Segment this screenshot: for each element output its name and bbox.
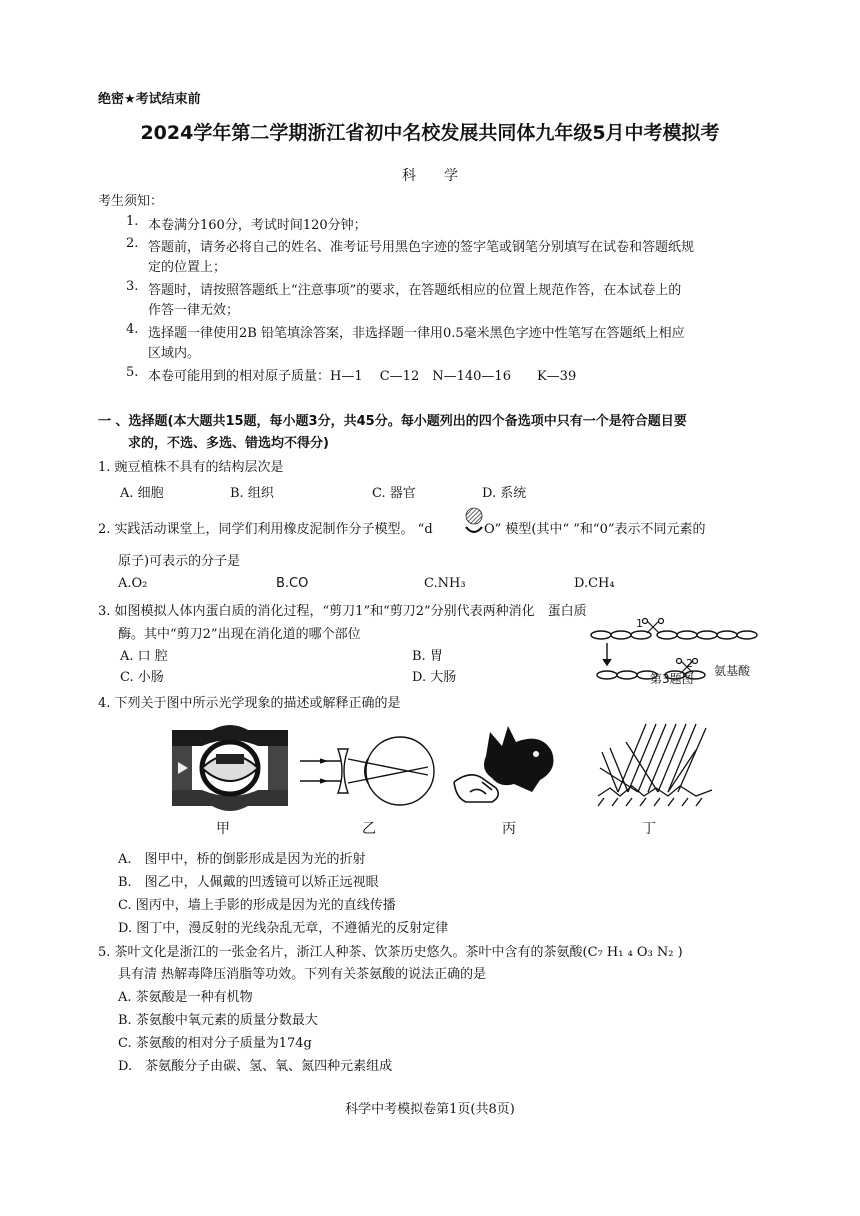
q4-option-b: B. 图乙中，人佩戴的凹透镜可以矫正远视眼 [118,875,379,890]
q1-option-b: B. 组织 [230,486,274,501]
notice-item-1: 本卷满分160分，考试时间120分钟； [148,218,367,233]
figure-label-ding: 丁 [642,821,656,837]
q3-scissors-1-label: 1 [636,617,643,630]
notice-item-4-line-2: 区域内。 [148,346,201,361]
figure-jia-bridge-reflection [172,722,288,814]
figure-label-jia: 甲 [216,821,230,837]
section-heading-line-2: 求的，不选、多选、错选均不得分) [128,436,329,451]
notice-heading: 考生须知： [98,194,164,209]
q2-option-a: A.O₂ [118,576,148,591]
q3-option-d: D. 大肠 [412,670,457,685]
q2-option-c: C.NH₃ [424,576,466,591]
q3-option-a: A. 口 腔 [120,649,168,664]
notice-item-3-line-1: 答题时，请按照答题纸上“注意事项”的要求，在答题纸相应的位置上规范作答，在本试卷上的 [148,283,682,298]
q4-stem: 4. 下列关于图中所示光学现象的描述或解释正确的是 [98,696,401,711]
q2-stem-part-1: 2. 实践活动课堂上，同学们利用橡皮泥制作分子模型。 “d [98,522,433,537]
q3-scissors-2-label: 2 [686,657,693,670]
notice-num-2: 2. [126,236,139,251]
q2-stem-part-3: 原子)可表示的分子是 [118,554,241,569]
notice-num-5: 5. [126,365,139,380]
q5-stem-part-1: 5. 茶叶文化是浙江的一张金名片，浙江人种茶、饮茶历史悠久。茶叶中含有的茶氨酸(C₇ H₁ ₄ O₃ N₂ ) [98,945,683,960]
secret-label: 绝密★考试结束前 [98,92,201,107]
page-footer: 科学中考模拟卷第1页(共8页) [345,1102,515,1117]
notice-num-1: 1. [126,214,139,229]
notice-item-3-line-2: 作答一律无效； [148,303,240,318]
q1-option-c: C. 器官 [372,486,416,501]
notice-item-4-line-1: 选择题一律使用2B 铅笔填涂答案，非选择题一律用0.5毫米黑色字迹中性笔写在答题纸上相应 [148,326,685,341]
notice-item-2-line-2: 定的位置上； [148,260,227,275]
q4-option-d: D. 图丁中，漫反射的光线杂乱无章，不遵循光的反射定律 [118,921,449,936]
figure-bing-hand-shadow [452,722,562,808]
q5-option-a: A. 茶氨酸是一种有机物 [118,990,253,1005]
notice-item-5: 本卷可能用到的相对原子质量：H—1 C—12 N—140—16 K—39 [148,369,577,384]
figure-ding-diffuse-reflection [596,722,716,808]
subject-title: 科 学 [402,168,458,184]
q5-option-b: B. 茶氨酸中氧元素的质量分数最大 [118,1013,318,1028]
figure-label-yi: 乙 [362,821,376,837]
q2-option-d: D.CH₄ [574,576,615,591]
q1-option-a: A. 细胞 [120,486,164,501]
q2-stem-part-2: O” 模型(其中“ ”和“0”表示不同元素的 [484,522,706,537]
exam-title: 2024学年第二学期浙江省初中名校发展共同体九年级5月中考模拟考 [140,122,720,144]
figure-yi-concave-lens-eye [300,733,436,809]
q3-figure-caption: 第3题图 [650,672,694,686]
section-heading-line-1: 一 、选择题(本大题共15题，每小题3分，共45分。每小题列出的四个备选项中只有一个是符合题目要 [98,414,687,429]
q5-stem-part-2: 具有清 热解毒降压消脂等功效。下列有关茶氨酸的说法正确的是 [118,967,487,982]
q3-amino-acid-label: 氨基酸 [714,664,751,678]
q4-option-c: C. 图丙中，墙上手影的形成是因为光的直线传播 [118,898,396,913]
notice-num-3: 3. [126,279,139,294]
molecule-model-icon [462,506,486,540]
notice-item-2-line-1: 答题前，请务必将自己的姓名、准考证号用黑色字迹的签字笔或钢笔分别填写在试卷和答题纸规 [148,240,695,255]
q3-stem-part-2: 酶。其中“剪刀2”出现在消化道的哪个部位 [118,627,361,642]
q5-option-d: D. 茶氨酸分子由碳、氢、氧、氮四种元素组成 [118,1059,393,1074]
q5-option-c: C. 茶氨酸的相对分子质量为174g [118,1036,312,1051]
q3-option-c: C. 小肠 [120,670,164,685]
q3-option-b: B. 胃 [412,649,443,664]
q1-stem: 1. 豌豆植株不具有的结构层次是 [98,460,284,475]
q4-option-a: A. 图甲中，桥的倒影形成是因为光的折射 [118,852,366,867]
figure-label-bing: 丙 [502,821,516,837]
q1-option-d: D. 系统 [482,486,527,501]
notice-num-4: 4. [126,322,139,337]
q2-option-b: B.CO [276,576,309,591]
q3-stem-part-1: 3. 如图模拟人体内蛋白质的消化过程，“剪刀1”和“剪刀2”分别代表两种消化 蛋白质 [98,604,587,619]
